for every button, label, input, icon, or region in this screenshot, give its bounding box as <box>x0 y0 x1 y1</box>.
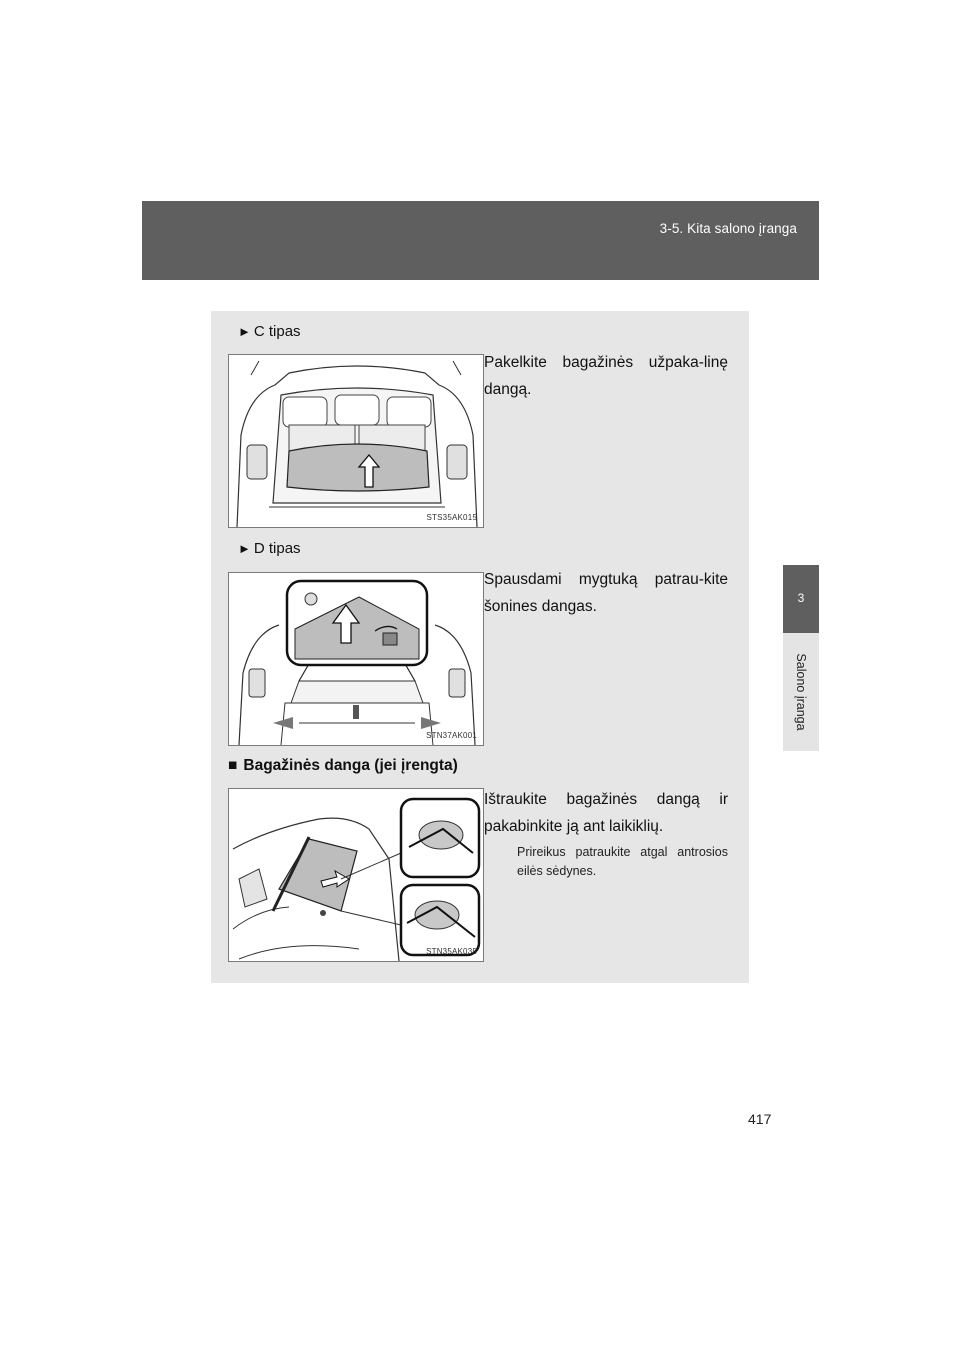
figure-side-cover-release <box>228 572 484 746</box>
tonneau-cover-hooks-icon <box>229 789 484 962</box>
section-title: 3-5. Kita salono įranga <box>659 221 797 236</box>
triangle-marker-icon: ► <box>238 541 251 556</box>
figure-code: STN37AK001 <box>426 731 477 740</box>
cargo-area-lift-cover-icon <box>229 355 484 528</box>
type-c-text: C tipas <box>253 323 301 340</box>
triangle-marker-icon: ► <box>238 324 251 339</box>
cover-heading-text: Bagažinės danga (jei įrengta) <box>243 757 458 774</box>
figure-code: STS35AK015 <box>426 513 477 522</box>
type-d-label <box>238 540 301 557</box>
square-bullet-icon: ■ <box>228 757 238 774</box>
chapter-number: 3 <box>797 591 805 605</box>
side-cover-release-button-icon <box>229 573 484 746</box>
instruction-c: Pakelkite bagažinės užpaka-linę dangą. <box>484 354 728 398</box>
chapter-header-band <box>142 201 819 280</box>
cover-section-heading <box>228 757 458 775</box>
instruction-cover: Ištraukite bagažinės dangą ir pakabinkite ją ant laikiklių. <box>484 791 728 835</box>
figure-code: STN35AK035 <box>426 947 477 956</box>
chapter-label: Salono įranga <box>794 653 808 731</box>
page-number: 417 <box>748 1111 772 1127</box>
chapter-tab-label <box>783 633 819 751</box>
chapter-tab-number <box>783 565 819 633</box>
note-cover: Prireikus patraukite atgal antrosios eilės sėdynes. <box>517 845 728 878</box>
type-d-text: D tipas <box>253 540 301 557</box>
instruction-d: Spausdami mygtuką patrau-kite šonines dangas. <box>484 571 728 615</box>
content-panel <box>211 311 749 983</box>
figure-tonneau-cover <box>228 788 484 962</box>
type-c-label <box>238 323 301 340</box>
figure-cargo-cover-lift <box>228 354 484 528</box>
